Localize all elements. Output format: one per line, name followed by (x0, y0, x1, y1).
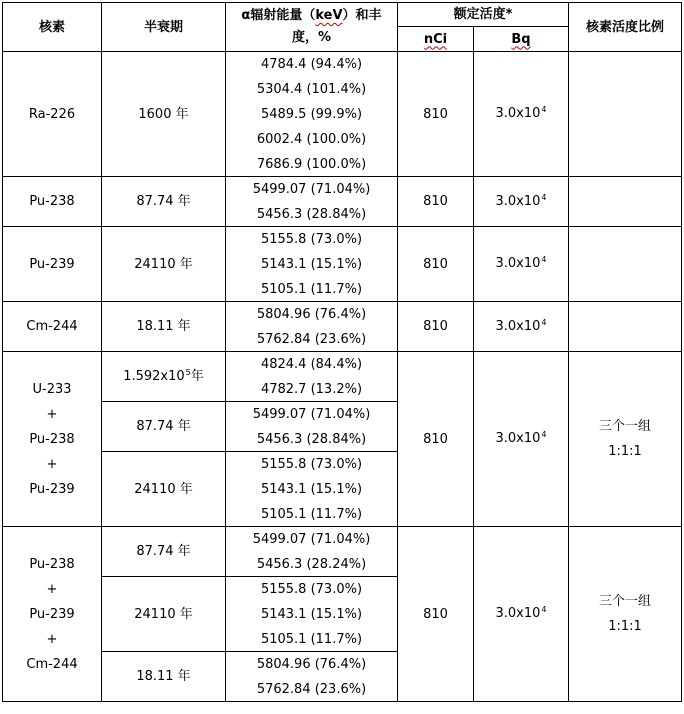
header-unit-nci-text: nCi (423, 31, 448, 47)
energy-line: 5155.8 (73.0%) (260, 231, 363, 247)
bq-cell (474, 177, 569, 227)
bq-exponent: 4 (541, 255, 547, 264)
half-life-value (138, 102, 188, 127)
energy-line: 4824.4 (84.4%) (260, 356, 363, 372)
ratio-line: 1:1:1 (608, 444, 642, 459)
energy-line: 4782.7 (13.2%) (260, 381, 363, 397)
bq-base: 3.0x10 (495, 256, 541, 271)
bq-base: 3.0x10 (495, 106, 541, 121)
half-life-cell (102, 577, 226, 652)
ratio-cell (569, 302, 682, 352)
nuclide-label: Pu-239 (29, 481, 75, 497)
nuclide-label: Pu-238 (29, 556, 75, 572)
nuclide-label: Pu-238 (29, 431, 75, 447)
energy-line: 5105.1 (11.7%) (260, 281, 363, 297)
header-unit-nci (398, 27, 474, 52)
ratio-line: 三个一组 (598, 419, 651, 434)
nuclide-cell (2, 302, 102, 352)
ratio-cell (569, 352, 682, 527)
nuclide-label: Pu-239 (29, 256, 75, 272)
header-energy-line2: 度，% (291, 30, 332, 45)
header-energy-prefix: α辐射能量（ (241, 8, 316, 23)
energy-line: 5456.3 (28.84%) (256, 206, 367, 222)
bq-base: 3.0x10 (495, 318, 541, 334)
bq-cell (474, 302, 569, 352)
half-life-value (134, 477, 193, 502)
half-life-unit: 年 (190, 368, 204, 384)
nuclide-cell (2, 527, 102, 702)
half-life-value (123, 364, 204, 390)
header-ratio-text: 核素活度比例 (585, 19, 664, 35)
energy-cell (226, 302, 398, 352)
energy-cell (226, 652, 398, 702)
energy-cell (226, 227, 398, 302)
bq-value (495, 101, 546, 127)
nci-cell (398, 352, 474, 527)
nuclide-label: U-233 (32, 381, 72, 397)
energy-cell (226, 177, 398, 227)
half-life-cell (102, 52, 226, 177)
bq-exponent: 4 (541, 317, 547, 327)
nci-value: 810 (423, 256, 448, 272)
energy-line: 5489.5 (99.9%) (260, 106, 363, 122)
nuclide-label: + (46, 406, 58, 422)
ratio-cell (569, 227, 682, 302)
header-unit-bq-text: Bq (511, 31, 531, 47)
half-life-text: 87.74 年 (136, 419, 191, 434)
half-life-cell (102, 402, 226, 452)
nuclide-cell (2, 352, 102, 527)
bq-exponent: 4 (541, 192, 547, 202)
nuclide-label: Ra-226 (28, 106, 76, 122)
nuclide-cell (2, 52, 102, 177)
energy-line: 5143.1 (15.1%) (260, 481, 363, 497)
half-life-text: 18.11 年 (136, 319, 191, 334)
half-life-value (134, 602, 193, 627)
energy-line: 5499.07 (71.04%) (252, 531, 371, 547)
half-life-text: 24110 年 (134, 256, 193, 272)
energy-line: 5762.84 (23.6%) (256, 331, 367, 347)
ratio-line: 1:1:1 (608, 619, 642, 634)
nci-cell (398, 52, 474, 177)
nci-value: 810 (423, 319, 448, 334)
half-life-text: 87.74 年 (136, 544, 191, 559)
energy-cell (226, 527, 398, 577)
nci-cell (398, 302, 474, 352)
half-life-exponent: 5 (185, 367, 191, 377)
energy-line: 5456.3 (28.24%) (256, 556, 367, 572)
header-energy-suffix: ）和丰 (342, 8, 382, 23)
header-rated-activity (398, 2, 569, 27)
nuclide-label: Cm-244 (26, 656, 78, 672)
half-life-cell (102, 177, 226, 227)
nci-cell (398, 227, 474, 302)
energy-line: 5143.1 (15.1%) (260, 606, 363, 622)
nuclide-cell (2, 227, 102, 302)
bq-cell (474, 527, 569, 702)
nci-value: 810 (423, 431, 448, 447)
half-life-text: 24110 年 (134, 606, 193, 622)
energy-line: 5762.84 (23.6%) (256, 681, 367, 697)
ratio-line: 三个一组 (598, 594, 651, 609)
nci-value: 810 (423, 606, 448, 622)
energy-line: 7686.9 (100.0%) (256, 156, 367, 172)
nuclide-cell (2, 177, 102, 227)
energy-cell (226, 352, 398, 402)
energy-cell (226, 52, 398, 177)
bq-cell (474, 227, 569, 302)
nuclide-label: + (46, 631, 58, 647)
bq-exponent: 4 (541, 430, 547, 439)
half-life-text: 18.11 年 (136, 669, 191, 684)
energy-line: 5499.07 (71.04%) (252, 181, 371, 197)
half-life-cell (102, 227, 226, 302)
energy-line: 5105.1 (11.7%) (260, 506, 363, 522)
energy-cell (226, 452, 398, 527)
bq-exponent: 4 (541, 605, 547, 614)
nci-cell (398, 177, 474, 227)
energy-line: 5304.4 (101.4%) (256, 81, 367, 97)
header-energy-line1 (241, 5, 381, 27)
half-life-value (134, 252, 193, 277)
bq-value (495, 314, 546, 340)
energy-cell (226, 402, 398, 452)
energy-line: 6002.4 (100.0%) (256, 131, 367, 147)
header-energy-kev: keV (315, 8, 343, 23)
bq-value (495, 601, 546, 627)
half-life-cell (102, 527, 226, 577)
ratio-cell (569, 177, 682, 227)
bq-base: 3.0x10 (495, 431, 541, 446)
bq-base: 3.0x10 (495, 193, 541, 209)
energy-line: 5499.07 (71.04%) (252, 406, 371, 422)
header-unit-bq (474, 27, 569, 52)
energy-line: 5456.3 (28.84%) (256, 431, 367, 447)
header-nuclide-text: 核素 (38, 19, 65, 35)
energy-line: 5155.8 (73.0%) (260, 581, 363, 597)
bq-cell (474, 352, 569, 527)
energy-cell (226, 577, 398, 652)
bq-exponent: 4 (541, 105, 547, 114)
half-life-value (136, 414, 190, 439)
ratio-cell (569, 527, 682, 702)
energy-line: 5804.96 (76.4%) (256, 306, 367, 322)
half-life-cell (102, 452, 226, 527)
bq-value (495, 189, 546, 215)
energy-line: 5155.8 (73.0%) (260, 456, 363, 472)
half-life-text: 24110 年 (134, 481, 193, 497)
nuclide-label: Pu-239 (29, 606, 75, 622)
ratio-cell (569, 52, 682, 177)
bq-value (495, 251, 546, 277)
nuclide-label: + (46, 456, 58, 472)
nci-cell (398, 527, 474, 702)
bq-base: 3.0x10 (495, 606, 541, 621)
energy-line: 5105.1 (11.7%) (260, 631, 363, 647)
half-life-value (136, 314, 190, 339)
nuclide-label: + (46, 581, 58, 597)
bq-cell (474, 52, 569, 177)
half-life-value (136, 664, 190, 689)
header-nuclide (2, 2, 102, 52)
header-ratio (569, 2, 682, 52)
half-life-text: 87.74 年 (136, 194, 191, 209)
nuclide-label: Cm-244 (26, 319, 78, 334)
bq-value (495, 426, 546, 452)
half-life-cell (102, 302, 226, 352)
nuclide-label: Pu-238 (29, 194, 75, 209)
half-life-text: 1.592x10 (123, 368, 185, 384)
energy-line: 5804.96 (76.4%) (256, 656, 367, 672)
half-life-text: 1600 年 (138, 106, 189, 122)
half-life-cell (102, 352, 226, 402)
header-half-life (102, 2, 226, 52)
half-life-cell (102, 652, 226, 702)
nci-value: 810 (423, 106, 448, 122)
energy-line: 5143.1 (15.1%) (260, 256, 363, 272)
half-life-value (136, 189, 190, 214)
half-life-value (136, 539, 190, 564)
nci-value: 810 (423, 194, 448, 209)
header-half-life-text: 半衰期 (143, 19, 183, 35)
header-rated-activity-text: 额定活度* (453, 7, 513, 22)
energy-line: 4784.4 (94.4%) (260, 56, 363, 72)
header-energy (226, 2, 398, 52)
